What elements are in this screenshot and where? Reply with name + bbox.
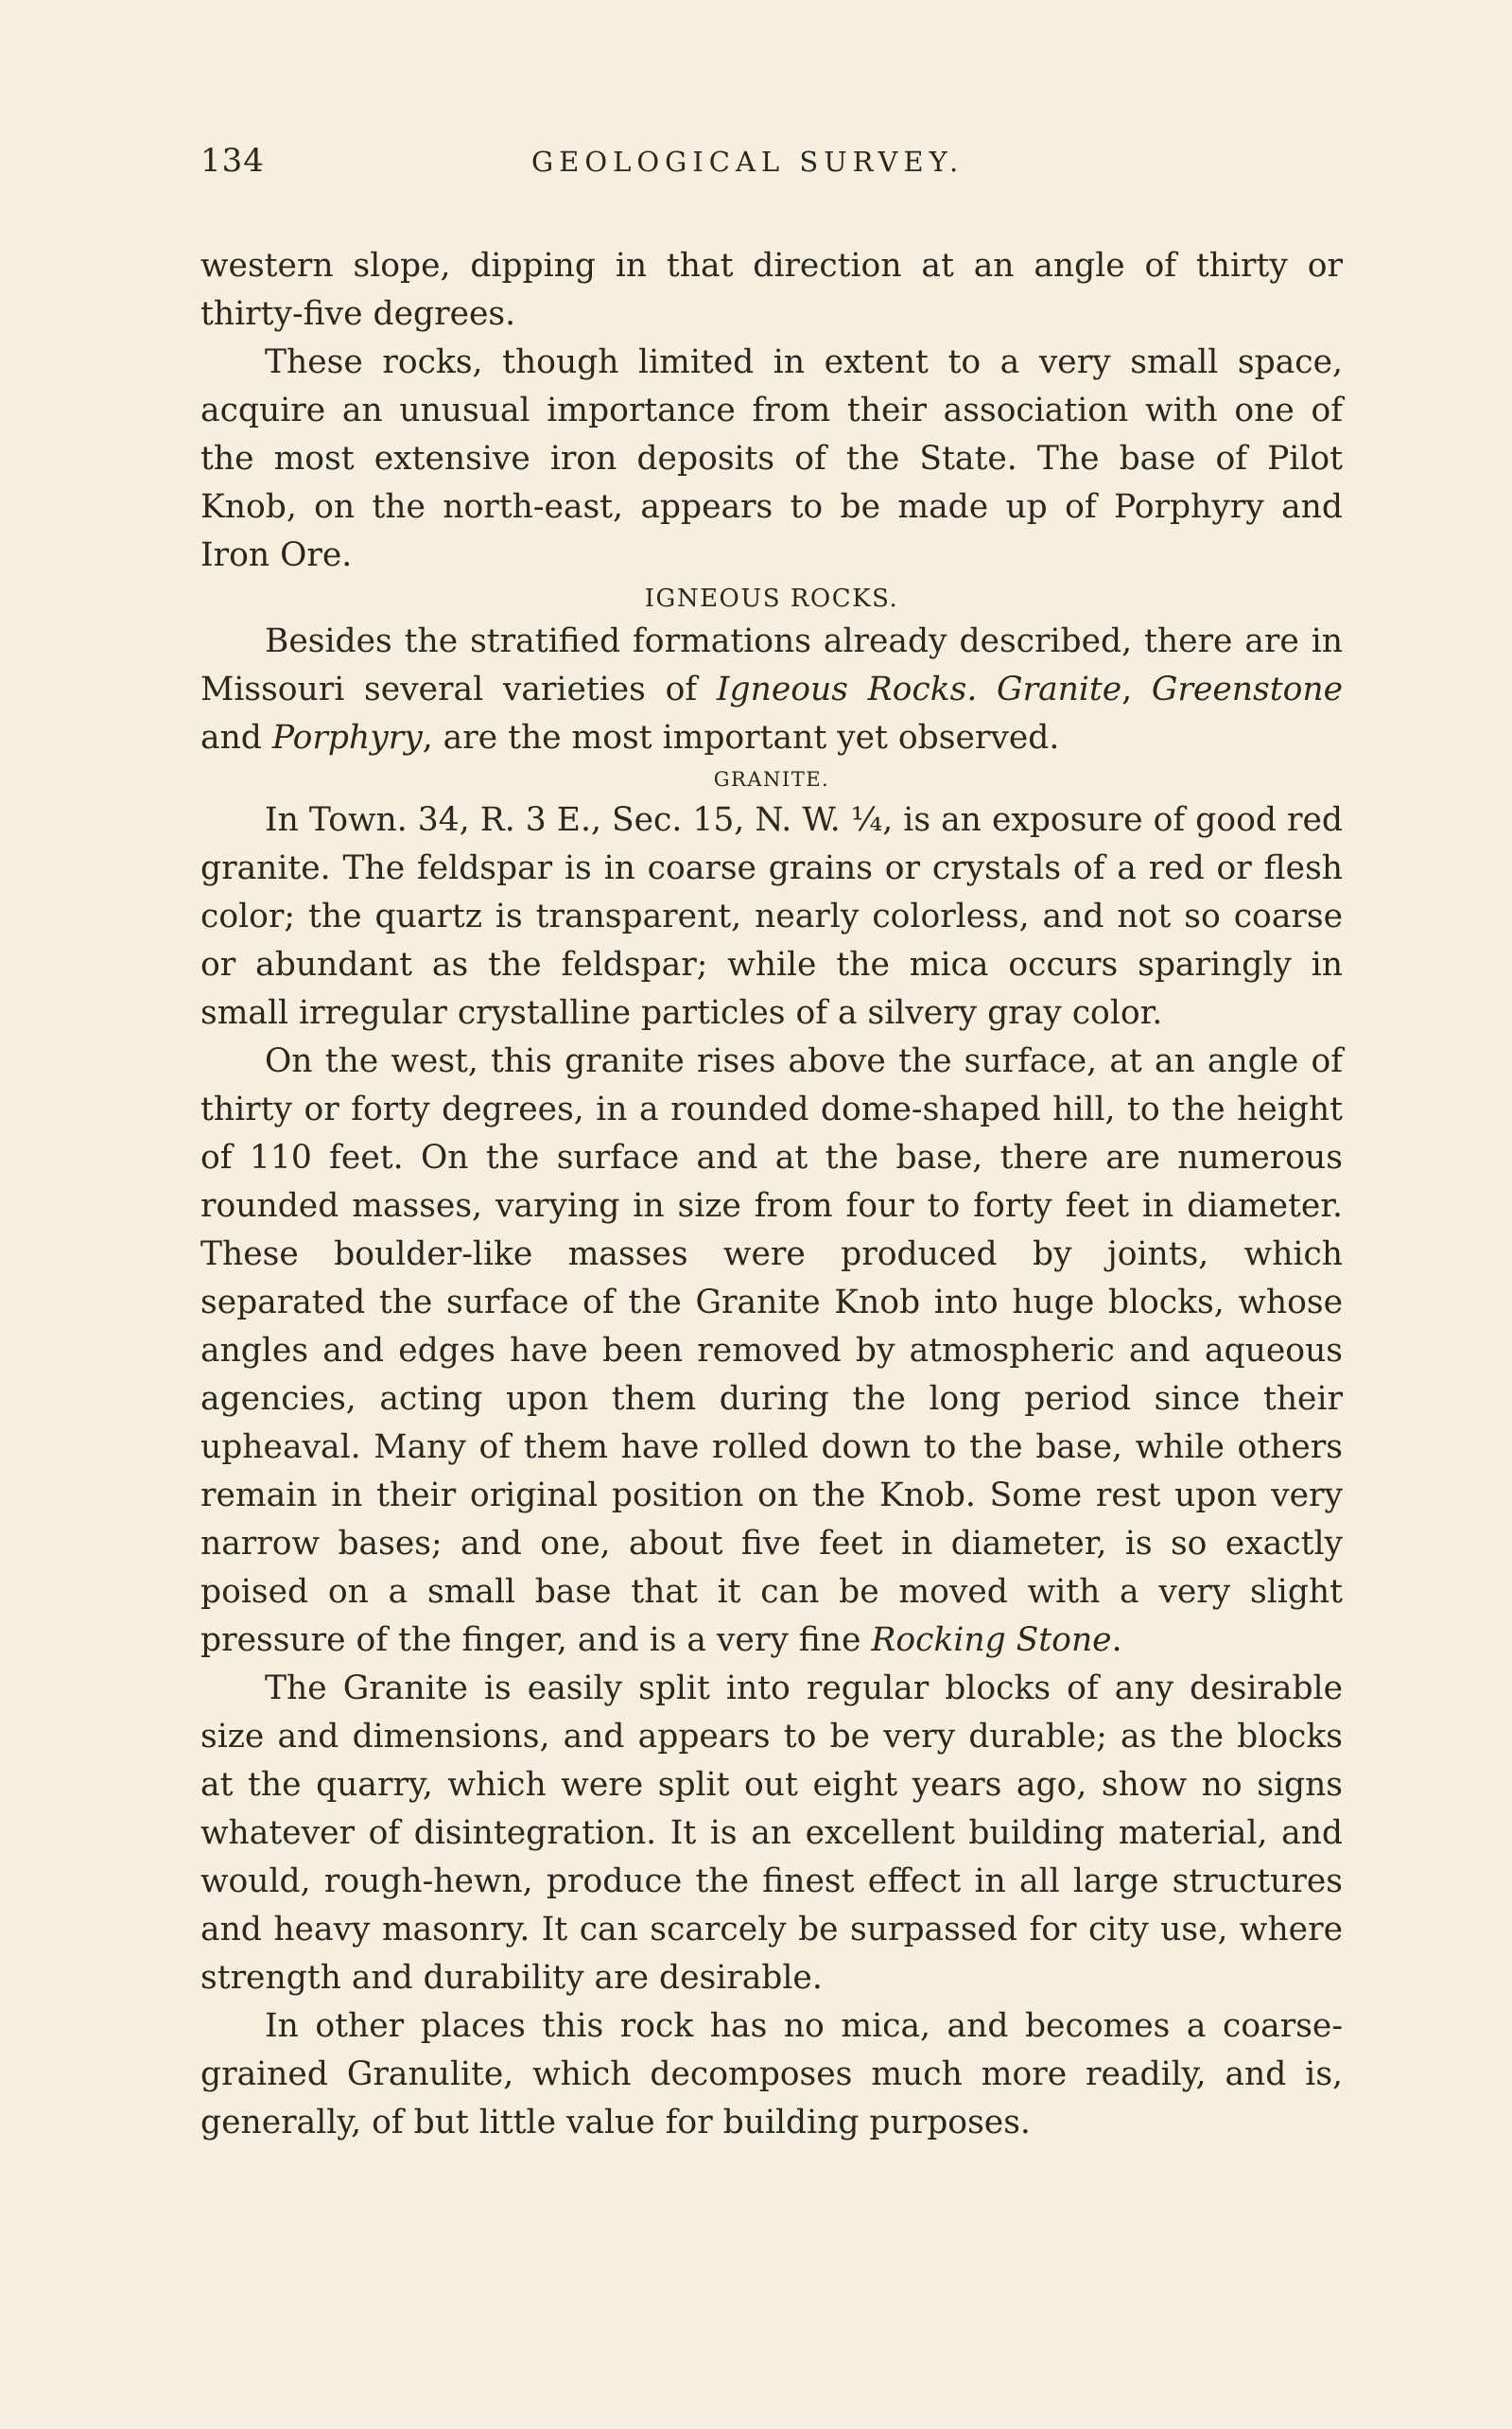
body-text: [200, 242, 1343, 2147]
text-run: Besides the stratified formations already described, there are in Missouri several varieties of: [200, 622, 1343, 708]
text-run: .: [1111, 1621, 1122, 1659]
paragraph-granite-exposure: In Town. 34, R. 3 E., Sec. 15, N. W. ¼, is an exposure of good red granite. The feldspar is in coarse grains or crystals of a red or flesh color; the quartz is transparent, nearly colorless, and not so coarse or abundant as the feldspar; while the mica occurs sparingly in small irregular crystalline particles of a silvery gray color.: [200, 801, 1343, 1032]
italic-granite: Granite: [997, 671, 1122, 708]
text-run: [977, 671, 997, 708]
italic-porphyry: Porphyry: [271, 719, 423, 757]
running-head: GEOLOGICAL SURVEY.: [531, 146, 965, 178]
text-run: ,: [1121, 671, 1152, 708]
page-number: 134: [200, 142, 265, 180]
paragraph-continuation: western slope, dipping in that direction at an angle of thirty or thirty-five degrees.: [200, 247, 1343, 333]
text-run: , are the most important yet observed.: [422, 719, 1060, 757]
text-run: On the west, this granite rises above the surface, at an angle of thirty or forty degrees, in a rounded dome-shaped hill, to the height of 110 feet. On the surface and at the base, there are numerous rounded masses, varying in size from four to forty feet in diameter. These boulder-like masses were produced by joints, which separated the surface of the Granite Knob into huge blocks, whose angles and edges have been removed by atmospheric and aqueous agencies, acting upon them during the long period since their upheaval. Many of them have rolled down to the base, while others remain in their original position on the Knob. Some rest upon very narrow bases; and one, about five feet in diameter, is so exactly poised on a small base that it can be moved with a very slight pressure of the finger, and is a very fine: [200, 1042, 1343, 1659]
paragraph-igneous-intro: [200, 618, 1343, 762]
paragraph-granite-knob: [200, 1038, 1343, 1665]
italic-rocking-stone: Rocking Stone: [871, 1621, 1112, 1659]
section-heading-granite: GRANITE.: [713, 768, 830, 791]
paragraph-granite-durability: The Granite is easily split into regular blocks of any desirable size and dimensions, and appears to be very durable; as the blocks at the quarry, which were split out eight years ago, show no signs whatever of disintegration. It is an excellent building material, and would, rough-hewn, produce the finest effect in all large structures and heavy masonry. It can scarcely be surpassed for city use, where strength and durability are desirable.: [200, 1669, 1343, 1997]
italic-greenstone: Greenstone: [1151, 671, 1343, 708]
text-run: and: [200, 719, 272, 757]
section-heading-igneous-rocks: IGNEOUS ROCKS.: [644, 585, 899, 613]
paragraph-granulite: In other places this rock has no mica, and becomes a coarse-grained Granulite, which decomposes much more readily, and is, generally, of but little value for building purposes.: [200, 2007, 1343, 2141]
italic-igneous-rocks: Igneous Rocks.: [716, 671, 978, 708]
paragraph-pilot-knob: These rocks, though limited in extent to a very small space, acquire an unusual importance from their association with one of the most extensive iron deposits of the State. The base of Pilot Knob, on the north-east, appears to be made up of Porphyry and Iron Ore.: [200, 343, 1343, 574]
page-header: [200, 142, 1345, 199]
